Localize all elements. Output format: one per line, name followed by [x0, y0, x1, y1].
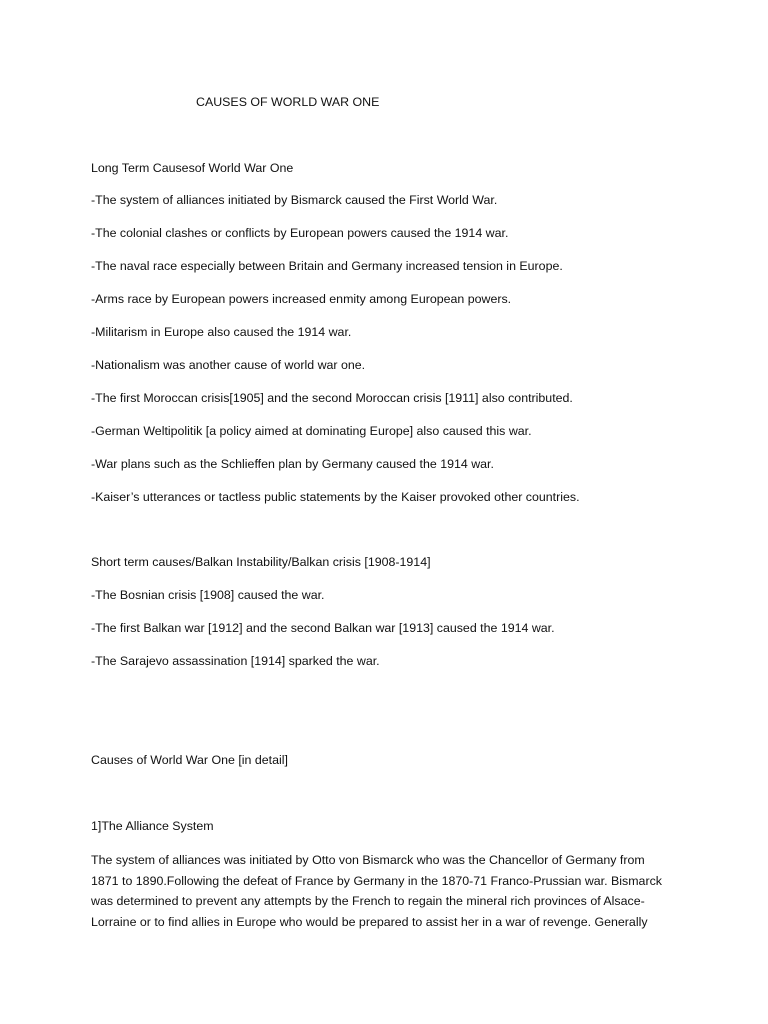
list-item: -Kaiser’s utterances or tactless public statements by the Kaiser provoked other countries. [91, 490, 580, 504]
list-item: -The first Balkan war [1912] and the second Balkan war [1913] caused the 1914 war. [91, 621, 555, 635]
paragraph-line: Lorraine or to find allies in Europe who would be prepared to assist her in a war of revenge. Generally [91, 914, 648, 929]
document-title: CAUSES OF WORLD WAR ONE [196, 95, 380, 109]
section-paragraph [91, 850, 671, 932]
list-item: -War plans such as the Schlieffen plan by Germany caused the 1914 war. [91, 457, 494, 471]
list-item: -Militarism in Europe also caused the 1914 war. [91, 325, 352, 339]
list-item: -The first Moroccan crisis[1905] and the second Moroccan crisis [1911] also contributed. [91, 391, 573, 405]
list-item: -Arms race by European powers increased enmity among European powers. [91, 292, 512, 306]
list-item: -German Weltipolitik [a policy aimed at dominating Europe] also caused this war. [91, 424, 532, 438]
detail-heading: Causes of World War One [in detail] [91, 753, 288, 767]
list-item: -The colonial clashes or conflicts by European powers caused the 1914 war. [91, 226, 509, 240]
paragraph-line: was determined to prevent any attempts by the French to regain the mineral rich provinces of Alsace- [91, 894, 645, 908]
list-item: -Nationalism was another cause of world war one. [91, 358, 366, 372]
paragraph-line: The system of alliances was initiated by Otto von Bismarck who was the Chancellor of Germany from [91, 853, 645, 867]
section-heading: 1]The Alliance System [91, 819, 214, 833]
short-term-heading: Short term causes/Balkan Instability/Balkan crisis [1908-1914] [91, 555, 431, 569]
list-item: -The naval race especially between Britain and Germany increased tension in Europe. [91, 259, 563, 273]
long-term-heading: Long Term Causesof World War One [91, 161, 294, 175]
paragraph-line: 1871 to 1890.Following the defeat of France by Germany in the 1870-71 Franco-Prussian war. Bismarck [91, 873, 662, 888]
list-item: -The Bosnian crisis [1908] caused the war. [91, 588, 325, 602]
list-item: -The Sarajevo assassination [1914] sparked the war. [91, 654, 380, 668]
list-item: -The system of alliances initiated by Bismarck caused the First World War. [91, 193, 498, 207]
